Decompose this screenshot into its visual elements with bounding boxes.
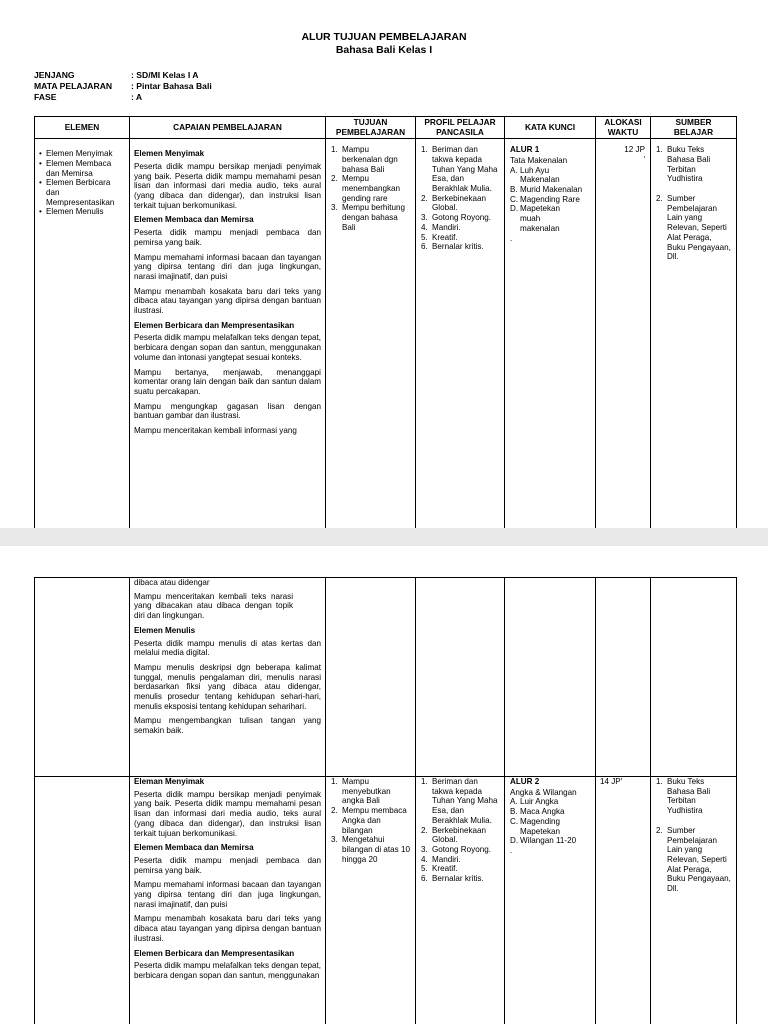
meta-value: : SD/MI Kelas I A bbox=[131, 70, 199, 80]
item-number: 3. bbox=[331, 203, 338, 213]
list-spacer bbox=[656, 184, 731, 194]
cell-capaian bbox=[130, 578, 326, 777]
item-text: Gotong Royong. bbox=[432, 213, 491, 223]
item-text: Buku Teks Bahasa Bali Terbitan Yudhistira bbox=[667, 777, 711, 816]
item-number: 5. bbox=[421, 232, 428, 242]
sumber-item bbox=[656, 194, 731, 262]
item-number: 2. bbox=[656, 194, 663, 203]
item-text: Sumber Pembelajaran Lain yang Relevan, Seperti Alat Peraga, Buku Pengayaan, Dll. bbox=[667, 825, 731, 894]
item-text: Luh Ayu Makenalan bbox=[520, 165, 560, 185]
meta-key: FASE bbox=[34, 92, 57, 102]
header-tujuan-line1: TUJUAN bbox=[353, 117, 388, 127]
document-title: ALUR TUJUAN PEMBELAJARAN bbox=[301, 31, 467, 43]
cp-paragraph: Peserta didik mampu menjadi pembaca dan pemirsa yang baik. bbox=[134, 228, 321, 247]
cp-paragraph: Mampu menambah kosakata baru dari teks yang dibaca atau tayangan yang dipirsa dengan bantuan ilustrasi. bbox=[134, 286, 321, 316]
profil-item bbox=[421, 145, 499, 194]
item-number: 3. bbox=[331, 835, 338, 845]
item-number: 4. bbox=[421, 222, 428, 232]
cell-tujuan bbox=[326, 578, 416, 777]
cell-alokasi bbox=[596, 139, 651, 528]
item-text: Magending Rare bbox=[520, 194, 580, 204]
header-alokasi-line2: WAKTU bbox=[607, 126, 639, 137]
cell-kata-kunci bbox=[505, 139, 596, 528]
table-row bbox=[35, 777, 737, 1024]
atp-table-continued bbox=[34, 577, 737, 1024]
cell-sumber bbox=[651, 777, 737, 1024]
item-number: 1. bbox=[421, 145, 428, 155]
profil-item bbox=[421, 864, 499, 874]
profil-item bbox=[421, 242, 499, 252]
meta-block bbox=[34, 70, 212, 103]
tujuan-item bbox=[331, 145, 410, 174]
alur-subtitle: Tata Makenalan bbox=[510, 155, 568, 165]
cell-profil bbox=[416, 139, 505, 528]
item-text: Bernalar kritis. bbox=[432, 874, 484, 884]
item-number: 2. bbox=[421, 825, 428, 835]
table-header-row bbox=[35, 117, 737, 139]
header-kata-kunci: KATA KUNCI bbox=[505, 117, 596, 139]
item-number: 4. bbox=[421, 854, 428, 864]
item-text: Mampu menyebutkan angka Bali bbox=[342, 777, 391, 806]
item-text: Beriman dan takwa kepada Tuhan Yang Maha Esa, dan Berakhlak Mulia. bbox=[432, 145, 498, 193]
item-letter: B. bbox=[510, 807, 518, 817]
item-text: Berkebinekaan Global. bbox=[432, 825, 486, 845]
cp-paragraph: Mampu mengungkap gagasan lisan dengan bantuan gambar dan ilustrasi. bbox=[134, 401, 321, 421]
header-tujuan bbox=[326, 117, 416, 139]
tujuan-item bbox=[331, 835, 410, 864]
item-number: 6. bbox=[421, 874, 428, 884]
header-elemen: ELEMEN bbox=[35, 117, 130, 139]
kata-item bbox=[510, 195, 590, 205]
item-number: 1. bbox=[331, 145, 338, 155]
header-profil-line1: PROFIL PELAJAR bbox=[424, 117, 496, 127]
tujuan-item bbox=[331, 806, 410, 835]
cp-paragraph: Mampu memahami informasi bacaan dan tayangan yang dipirsa tentang diri dan juga lingkungan, narasi imajinatif, dan puisi bbox=[134, 252, 321, 281]
header-profil-line2: PANCASILA bbox=[436, 126, 484, 137]
cp-paragraph: Peserta didik mampu menjadi pembaca dan pemirsa yang baik. bbox=[134, 855, 321, 875]
cell-kata-kunci bbox=[505, 578, 596, 777]
cp-paragraph: Peserta didik mampu bersikap menjadi penyimak yang baik. Peserta didik mampu memahami pesan lisan dan informasi dari media audio, teks aural (yang dibaca dan didengar), dan instruksi lisan terkait tujuan berkomunikasi. bbox=[134, 789, 321, 838]
item-text: Maca Angka bbox=[520, 807, 565, 817]
header-alokasi-line1: ALOKASI bbox=[604, 117, 642, 127]
profil-item bbox=[421, 194, 499, 213]
list-spacer bbox=[656, 816, 731, 826]
item-text: Kreatif. bbox=[432, 864, 458, 874]
item-letter: D. bbox=[510, 836, 519, 846]
item-number: 1. bbox=[331, 777, 338, 786]
meta-key: MATA PELAJARAN bbox=[34, 81, 113, 91]
cell-sumber bbox=[651, 578, 737, 777]
alokasi-value: 12 JP bbox=[624, 145, 645, 155]
cp-heading: Elemen Membaca dan Memirsa bbox=[134, 843, 254, 853]
item-number: 1. bbox=[656, 777, 663, 786]
elemen-item: • Elemen Menulis bbox=[39, 207, 125, 217]
item-letter: B. bbox=[510, 185, 518, 194]
item-text: Kreatif. bbox=[432, 232, 458, 242]
sumber-item bbox=[656, 826, 731, 894]
item-text: Wilangan 11-20 bbox=[520, 836, 577, 846]
header-alokasi bbox=[596, 117, 651, 139]
document-subtitle: Bahasa Bali Kelas I bbox=[335, 44, 433, 56]
elemen-item: • Elemen Berbicara dan Mempresentasikan bbox=[39, 178, 125, 207]
cp-paragraph: Mampu menulis deskripsi dgn beberapa kalimat tunggal, menulis pengalaman diri, menulis narasi berdasarkan fiksi yang dibaca atau didengar, menulis prosedur tentang kehidupan sehari-hari, menulis eksposisi tentang kehidupan seharihari. bbox=[134, 662, 321, 711]
cp-paragraph: Peserta didik mampu bersikap menjadi penyimak yang baik. Peserta didik mampu memahami pesan lisan dan informasi dari media audio, teks aural (yang dibaca dan didengar), dan instruksi lisan terkait tujuan berkomunikasi. bbox=[134, 161, 321, 210]
tujuan-list bbox=[331, 777, 410, 864]
meta-value: : Pintar Bahasa Bali bbox=[131, 81, 212, 91]
cp-heading: Elemen Menyimak bbox=[134, 149, 205, 159]
cp-paragraph: Mampu menambah kosakata baru dari teks yang dibaca atau tayangan yang dipirsa dengan bantuan ilustrasi. bbox=[134, 914, 321, 943]
item-text: Mandiri. bbox=[432, 222, 461, 232]
elemen-list bbox=[39, 143, 125, 217]
sumber-list bbox=[656, 145, 731, 262]
cp-heading: Elemen Berbicara dan Mempresentasikan bbox=[134, 948, 295, 958]
kata-item bbox=[510, 204, 590, 233]
cell-elemen bbox=[35, 777, 130, 1024]
cp-heading: Elemen Berbicara dan Mempresentasikan bbox=[134, 320, 295, 330]
kata-item bbox=[510, 836, 590, 846]
table-row bbox=[35, 139, 737, 528]
cell-elemen bbox=[35, 139, 130, 528]
meta-row bbox=[34, 81, 212, 92]
elemen-item: • Elemen Membaca dan Memirsa bbox=[39, 159, 125, 178]
item-text: Bernalar kritis. bbox=[432, 242, 484, 252]
kata-item bbox=[510, 817, 590, 836]
item-text: Mampu berkenalan dgn bahasa Bali bbox=[342, 145, 398, 174]
item-text: Buku Teks Bahasa Bali Terbitan Yudhistira bbox=[667, 145, 711, 184]
tujuan-item bbox=[331, 203, 410, 232]
profil-item bbox=[421, 777, 499, 826]
cp-paragraph: Mampu menceritakan kembali informasi yang bbox=[134, 426, 297, 436]
profil-list bbox=[421, 145, 499, 252]
header-sumber-line1: SUMBER bbox=[675, 117, 712, 127]
kata-end-mark: . bbox=[510, 233, 513, 243]
item-text: Beriman dan takwa kepada Tuhan Yang Maha Esa, dan Berakhlak Mulia. bbox=[432, 777, 498, 825]
header-sumber-line2: BELAJAR bbox=[673, 126, 714, 137]
profil-item bbox=[421, 233, 499, 243]
item-text: Mempu membaca Angka dan bilangan bbox=[342, 806, 407, 835]
meta-row bbox=[34, 70, 212, 81]
header-profil bbox=[416, 117, 505, 139]
item-text: Magending Mapetekan bbox=[520, 816, 561, 836]
cp-heading: Eleman Menyimak bbox=[134, 777, 205, 786]
alur-heading: ALUR 2 bbox=[510, 777, 540, 786]
meta-value: : A bbox=[131, 92, 143, 102]
item-number: 6. bbox=[421, 242, 428, 252]
item-letter: A. bbox=[510, 165, 518, 175]
kata-item bbox=[510, 166, 590, 185]
cp-paragraph: Peserta didik mampu menulis di atas kertas dan melalui media digital. bbox=[134, 638, 321, 658]
tujuan-item bbox=[331, 174, 410, 203]
cell-tujuan bbox=[326, 777, 416, 1024]
cell-kata-kunci bbox=[505, 777, 596, 1024]
cell-capaian bbox=[130, 139, 326, 528]
item-text: Mempu berhitung dengan bahasa Bali bbox=[342, 203, 405, 232]
item-number: 5. bbox=[421, 864, 428, 874]
document-page-2 bbox=[0, 546, 768, 1024]
item-text: Mandiri. bbox=[432, 854, 461, 864]
alokasi-value: 14 JP' bbox=[600, 777, 623, 786]
item-text: Gotong Royong. bbox=[432, 844, 491, 854]
item-number: 2. bbox=[331, 174, 338, 184]
sumber-item bbox=[656, 777, 731, 816]
item-text: Luir Angka bbox=[520, 797, 559, 807]
cell-profil bbox=[416, 578, 505, 777]
cp-paragraph: Mampu mengembangkan tulisan tangan yang semakin baik. bbox=[134, 716, 321, 736]
kata-end-mark: . bbox=[510, 845, 513, 855]
profil-item bbox=[421, 826, 499, 845]
atp-table bbox=[34, 116, 737, 528]
alur-subtitle: Angka & Wilangan bbox=[510, 787, 577, 797]
cp-paragraph: Peserta didik mampu melafalkan teks dengan tepat, berbicara dengan sopan dan santun, menggunakan bbox=[134, 961, 321, 980]
item-number: 2. bbox=[421, 193, 428, 203]
profil-item bbox=[421, 845, 499, 855]
item-text: Mengetahui bilangan di atas 10 hingga 20 bbox=[342, 835, 410, 864]
cp-paragraph: Peserta didik mampu melafalkan teks dengan tepat, berbicara dengan sopan dan santun, menggunakan volume dan intonasi yangtepat sesuai konteks. bbox=[134, 333, 321, 362]
header-sumber bbox=[651, 117, 737, 139]
item-letter: A. bbox=[510, 797, 518, 807]
item-number: 2. bbox=[331, 806, 338, 816]
cp-paragraph: Mampu memahami informasi bacaan dan tayangan yang dipirsa tentang diri dan juga lingkungan, narasi imajinatif, dan puisi bbox=[134, 880, 321, 909]
item-letter: D. bbox=[510, 204, 519, 214]
cp-heading: Elemen Membaca dan Memirsa bbox=[134, 215, 254, 225]
item-text: Sumber Pembelajaran Lain yang Relevan, Seperti Alat Peraga, Buku Pengayaan, Dll. bbox=[667, 194, 731, 262]
profil-item bbox=[421, 223, 499, 233]
tujuan-item bbox=[331, 777, 410, 806]
kata-item bbox=[510, 185, 590, 195]
cell-capaian bbox=[130, 777, 326, 1024]
profil-item bbox=[421, 874, 499, 884]
kata-item bbox=[510, 807, 590, 817]
elemen-item: • Elemen Menyimak bbox=[39, 149, 125, 159]
item-number: 1. bbox=[421, 777, 428, 786]
cell-profil bbox=[416, 777, 505, 1024]
cp-paragraph: Mampu menceritakan kembali teks narasi yang dibacakan atau dibaca dengan topik diri dan lingkungan. bbox=[134, 591, 293, 621]
cell-alokasi bbox=[596, 578, 651, 777]
item-number: 3. bbox=[421, 844, 428, 854]
item-text: Mempu menembangkan gending rare bbox=[342, 174, 401, 203]
header-capaian: CAPAIAN PEMBELAJARAN bbox=[130, 117, 326, 139]
cell-alokasi bbox=[596, 777, 651, 1024]
kata-item bbox=[510, 797, 590, 807]
sumber-list bbox=[656, 777, 731, 894]
item-number: 2. bbox=[656, 825, 663, 835]
tujuan-list bbox=[331, 145, 410, 232]
profil-item bbox=[421, 213, 499, 223]
table-row bbox=[35, 578, 737, 777]
item-text: Murid Makenalan bbox=[520, 185, 583, 194]
cp-paragraph: dibaca atau didengar bbox=[134, 578, 210, 587]
sumber-item bbox=[656, 145, 731, 184]
cell-elemen bbox=[35, 578, 130, 777]
item-number: 3. bbox=[421, 213, 428, 223]
item-text: Mapetekan muah makenalan bbox=[520, 204, 561, 233]
cp-paragraph: Mampu bertanya, menjawab, menanggapi komentar orang lain dengan baik dan santun dalam suatu percakapan. bbox=[134, 367, 321, 396]
cp-heading: Elemen Menulis bbox=[134, 625, 196, 635]
item-letter: C. bbox=[510, 816, 519, 826]
cell-tujuan bbox=[326, 139, 416, 528]
alokasi-mark: ' bbox=[643, 154, 645, 164]
item-text: Berkebinekaan Global. bbox=[432, 193, 486, 213]
alur-heading: ALUR 1 bbox=[510, 145, 540, 155]
profil-item bbox=[421, 855, 499, 865]
cell-sumber bbox=[651, 139, 737, 528]
profil-list bbox=[421, 777, 499, 884]
item-letter: C. bbox=[510, 194, 519, 204]
header-tujuan-line2: PEMBELAJARAN bbox=[335, 126, 406, 137]
meta-key: JENJANG bbox=[34, 70, 75, 80]
item-number: 1. bbox=[656, 145, 663, 155]
meta-row bbox=[34, 92, 212, 103]
